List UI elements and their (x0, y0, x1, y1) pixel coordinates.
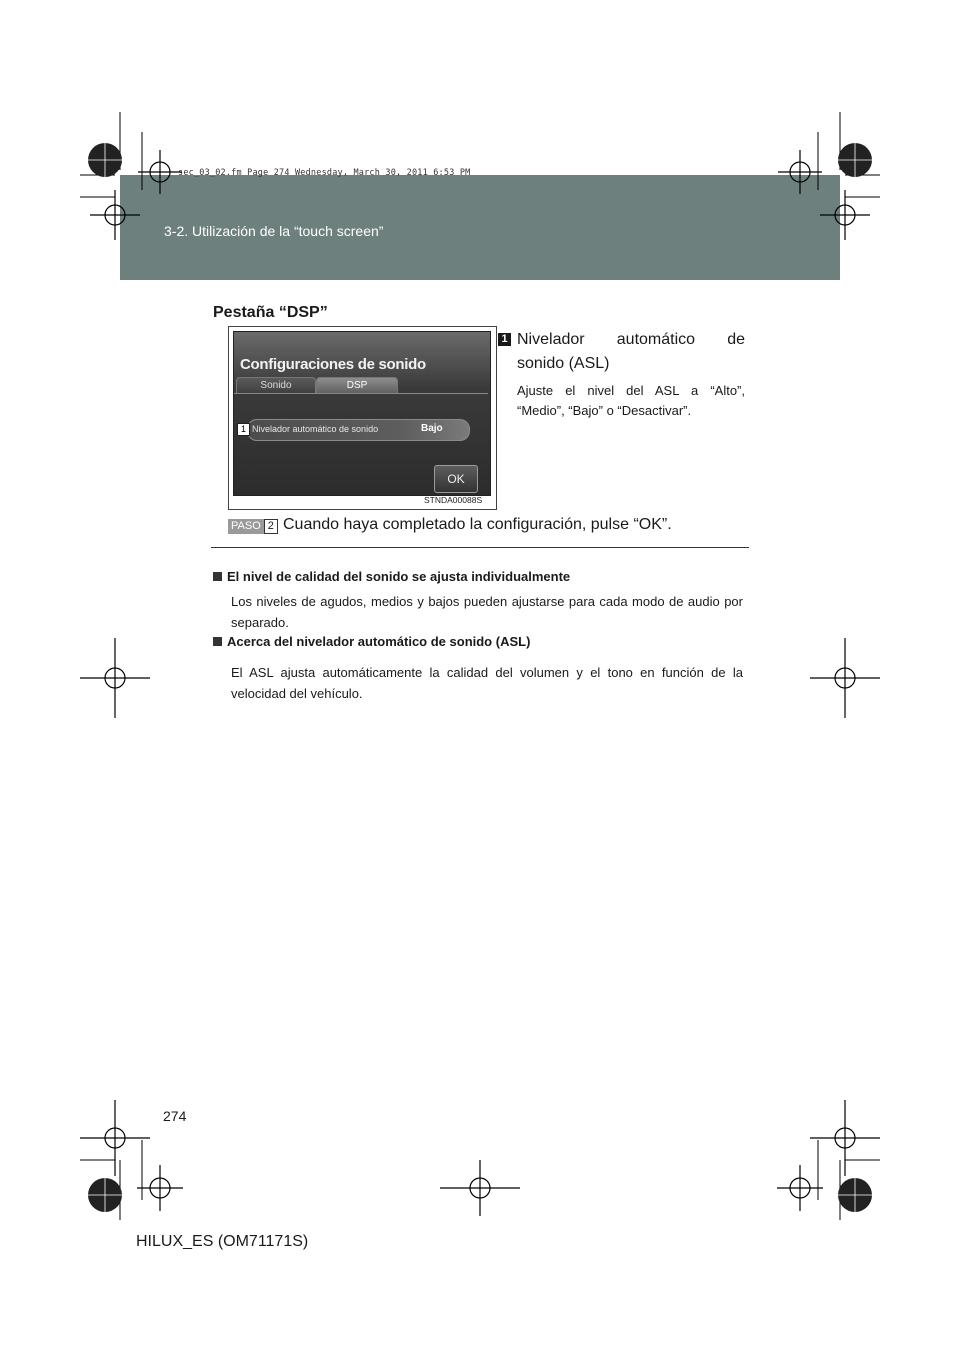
tab-dsp[interactable]: DSP (316, 377, 398, 394)
bullet-square-icon (213, 637, 222, 646)
divider (211, 547, 749, 548)
note-title-text: Acerca del nivelador automático de sonido (ASL) (227, 634, 531, 649)
step-text: Cuando haya completado la configuración, pulse “OK”. (283, 516, 672, 533)
callout-1: 1 (237, 423, 250, 436)
step-label: PASO (228, 519, 264, 534)
asl-setting-value: Bajo (421, 423, 443, 434)
note-title (213, 634, 530, 649)
note-title (213, 569, 570, 584)
item1-title-line1 (517, 328, 745, 352)
item1-title-word: de (727, 331, 745, 348)
bullet-square-icon (213, 572, 222, 581)
item1-title-line2: sonido (ASL) (517, 355, 610, 372)
item1-title-word: automático (616, 331, 696, 348)
section-label: 3-2. Utilización de la “touch screen” (164, 223, 384, 239)
item1-title-word: Nivelador (517, 331, 585, 348)
image-code: STNDA00088S (424, 495, 483, 505)
tab-divider (234, 393, 488, 394)
page-number: 274 (163, 1108, 187, 1124)
note-body: Los niveles de agudos, medios y bajos pueden ajustarse para cada modo de audio por separado. (231, 594, 743, 630)
document-code: HILUX_ES (OM71171S) (136, 1233, 309, 1250)
note-title-text: El nivel de calidad del sonido se ajusta individualmente (227, 569, 571, 584)
tab-sonido[interactable]: Sonido (236, 377, 316, 394)
asl-setting-label: Nivelador automático de sonido (252, 424, 379, 434)
step-number: 2 (264, 519, 278, 534)
step-tag (228, 519, 278, 534)
item1-badge: 1 (498, 333, 511, 346)
tab-heading: Pestaña “DSP” (213, 304, 328, 321)
ok-button[interactable]: OK (434, 465, 478, 493)
print-stamp: sec_03_02.fm Page 274 Wednesday, March 30, 2011 6:53 PM (178, 168, 471, 178)
item1-description: Ajuste el nivel del ASL a “Alto”, “Medio”, “Bajo” o “Desactivar”. (517, 383, 745, 418)
note-body: El ASL ajusta automáticamente la calidad del volumen y el tono en función de la velocidad del vehículo. (231, 665, 743, 701)
screen-title: Configuraciones de sonido (240, 356, 426, 373)
item1-title (517, 328, 745, 376)
